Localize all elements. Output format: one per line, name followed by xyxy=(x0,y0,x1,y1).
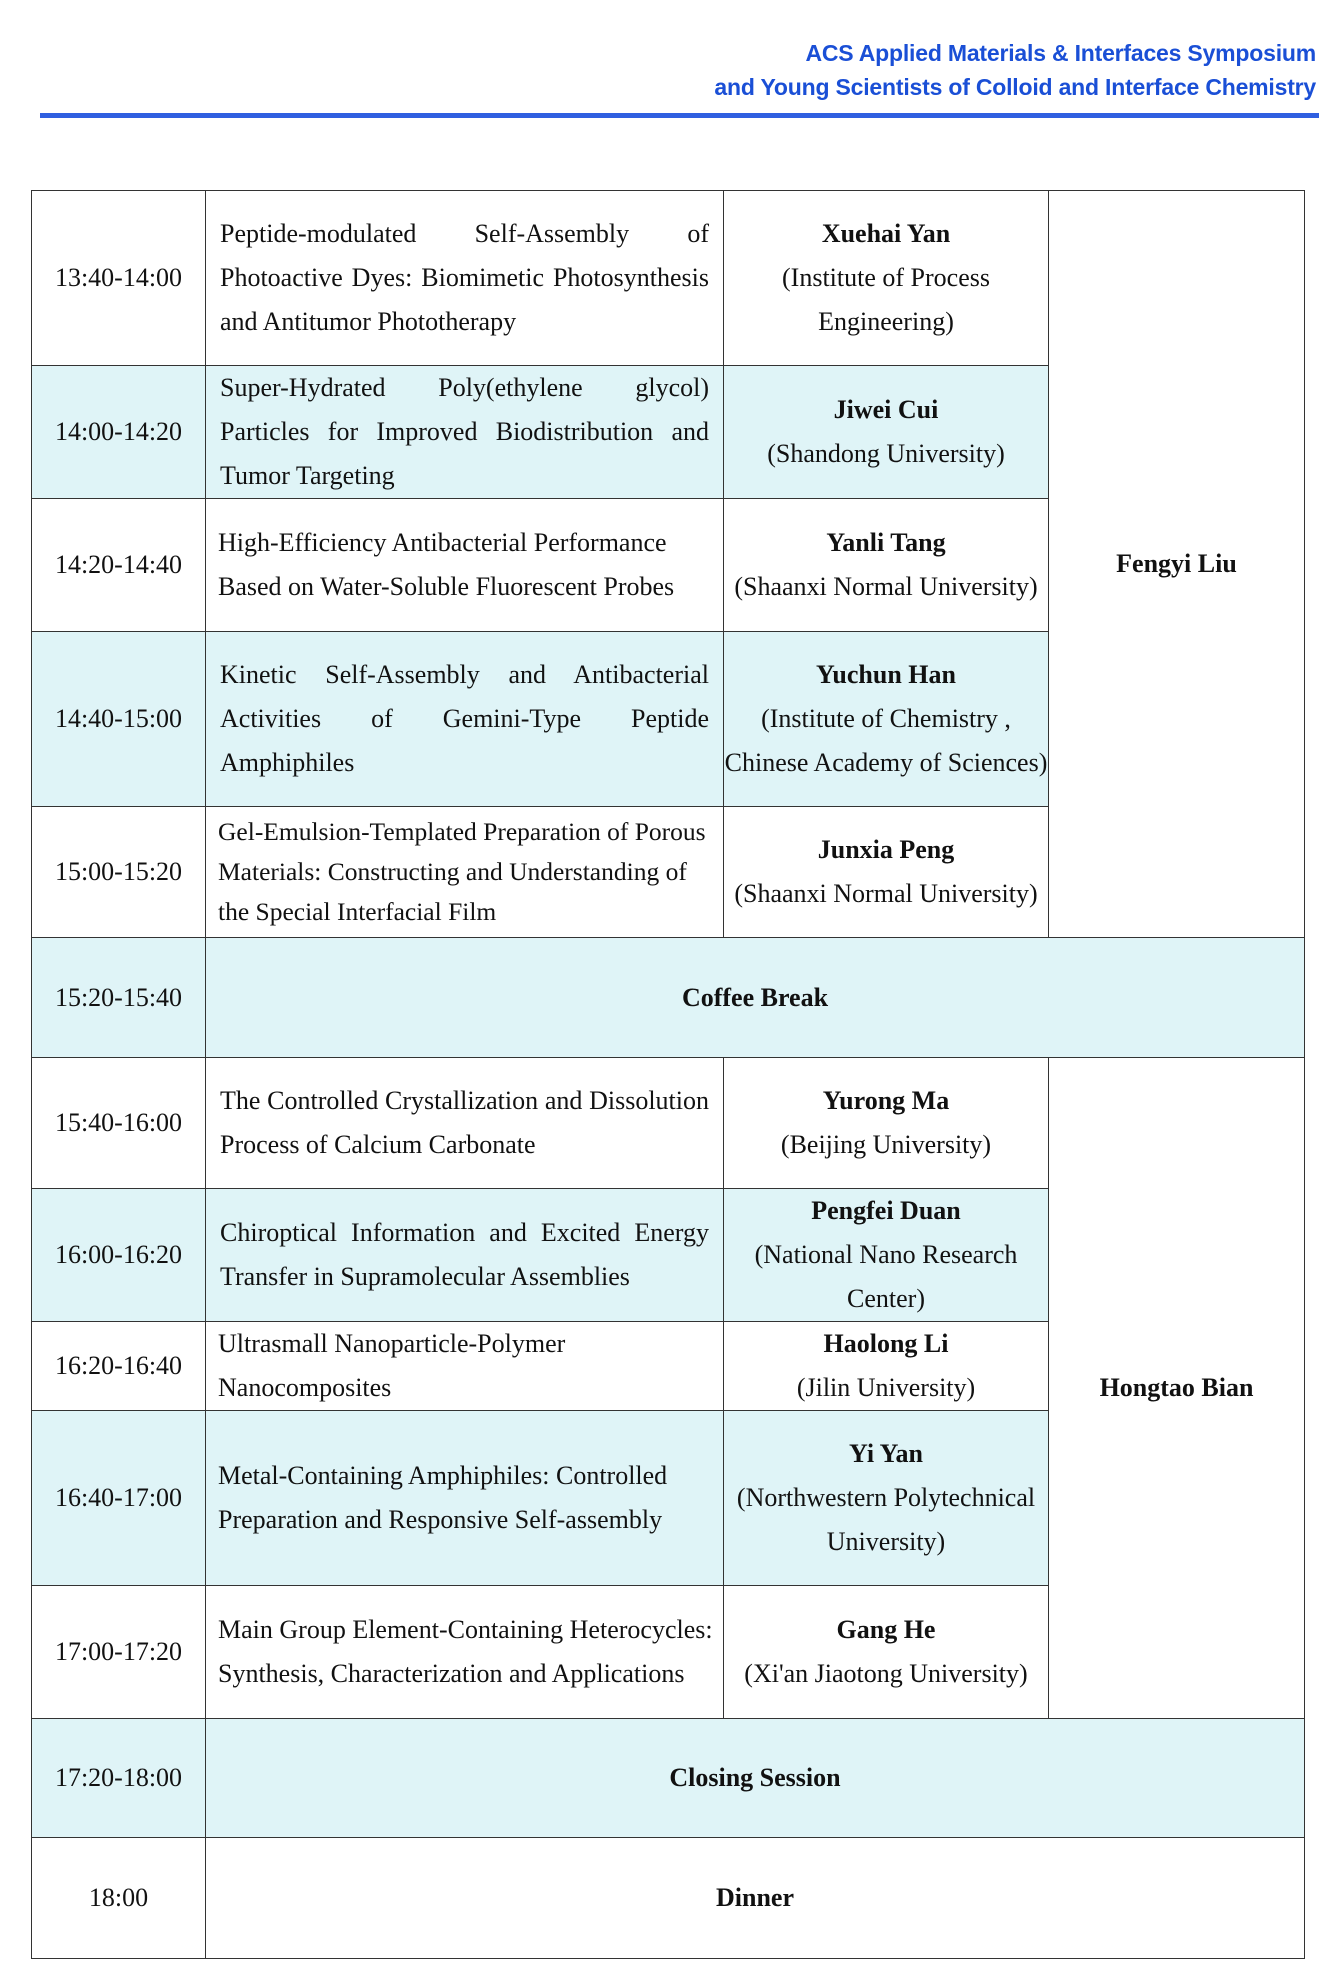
session-chair: Fengyi Liu xyxy=(1049,191,1305,938)
topic-cell: Gel-Emulsion-Templated Preparation of Porous Materials: Constructing and Understanding of the Special Interfacial Film xyxy=(206,807,724,938)
time-cell: 14:00-14:20 xyxy=(32,366,206,499)
speaker-cell xyxy=(724,1411,1049,1586)
speaker-name: Yi Yan xyxy=(849,1439,923,1468)
speaker-name: Jiwei Cui xyxy=(833,395,939,424)
speaker-name: Xuehai Yan xyxy=(821,219,951,248)
topic-cell: Metal-Containing Amphiphiles: Controlled Preparation and Responsive Self-assembly xyxy=(206,1411,724,1586)
time-cell: 15:00-15:20 xyxy=(32,807,206,938)
topic-cell: Ultrasmall Nanoparticle-Polymer Nanocomposites xyxy=(206,1322,724,1411)
topic-cell: High-Efficiency Antibacterial Performance Based on Water-Soluble Fluorescent Probes xyxy=(206,499,724,632)
speaker-name: Gang He xyxy=(836,1615,936,1644)
dinner-row xyxy=(32,1838,1305,1959)
session-chair: Hongtao Bian xyxy=(1049,1058,1305,1719)
speaker-cell xyxy=(724,1586,1049,1719)
time-cell: 18:00 xyxy=(32,1838,206,1959)
topic-cell: Kinetic Self-Assembly and Antibacterial Activities of Gemini-Type Peptide Amphiphiles xyxy=(206,632,724,807)
time-cell: 15:40-16:00 xyxy=(32,1058,206,1189)
time-cell: 13:40-14:00 xyxy=(32,191,206,366)
speaker-cell xyxy=(724,807,1049,938)
speaker-affiliation: (National Nano Research Center) xyxy=(754,1240,1018,1313)
speaker-name: Haolong Li xyxy=(823,1329,949,1358)
break-row xyxy=(32,938,1305,1058)
speaker-affiliation: (Shandong University) xyxy=(767,439,1005,468)
time-cell: 14:40-15:00 xyxy=(32,632,206,807)
topic-cell: Chiroptical Information and Excited Energy Transfer in Supramolecular Assemblies xyxy=(206,1189,724,1322)
speaker-cell xyxy=(724,191,1049,366)
schedule-row xyxy=(32,1058,1305,1189)
speaker-affiliation: (Shaanxi Normal University) xyxy=(734,572,1038,601)
speaker-name: Yuchun Han xyxy=(816,660,956,689)
speaker-affiliation: (Northwestern Polytechnical University) xyxy=(736,1483,1036,1556)
speaker-name: Junxia Peng xyxy=(817,835,955,864)
speaker-affiliation: (Institute of Chemistry , Chinese Academy of Sciences) xyxy=(724,704,1048,777)
speaker-name: Pengfei Duan xyxy=(811,1196,961,1225)
closing-label: Closing Session xyxy=(206,1719,1305,1838)
break-label: Coffee Break xyxy=(206,938,1305,1058)
time-cell: 16:20-16:40 xyxy=(32,1322,206,1411)
page-header xyxy=(40,40,1319,118)
topic-cell: The Controlled Crystallization and Dissolution Process of Calcium Carbonate xyxy=(206,1058,724,1189)
time-cell: 15:20-15:40 xyxy=(32,938,206,1058)
time-cell: 14:20-14:40 xyxy=(32,499,206,632)
speaker-cell xyxy=(724,632,1049,807)
time-cell: 16:40-17:00 xyxy=(32,1411,206,1586)
speaker-cell xyxy=(724,1189,1049,1322)
speaker-affiliation: (Xi'an Jiaotong University) xyxy=(744,1659,1028,1688)
time-cell: 17:20-18:00 xyxy=(32,1719,206,1838)
speaker-cell xyxy=(724,499,1049,632)
closing-row xyxy=(32,1719,1305,1838)
speaker-cell xyxy=(724,366,1049,499)
header-title-line-2: and Young Scientists of Colloid and Interface Chemistry xyxy=(714,74,1316,100)
speaker-cell xyxy=(724,1058,1049,1189)
schedule-table xyxy=(31,190,1305,1959)
speaker-name: Yurong Ma xyxy=(822,1086,950,1115)
speaker-affiliation: (Institute of Process Engineering) xyxy=(782,263,990,336)
header-title-line-1: ACS Applied Materials & Interfaces Symposium xyxy=(805,40,1316,66)
time-cell: 17:00-17:20 xyxy=(32,1586,206,1719)
speaker-cell xyxy=(724,1322,1049,1411)
speaker-affiliation: (Beijing University) xyxy=(780,1130,992,1159)
speaker-affiliation: (Jilin University) xyxy=(796,1373,976,1402)
topic-cell: Super-Hydrated Poly(ethylene glycol) Particles for Improved Biodistribution and Tumor Targeting xyxy=(206,366,724,499)
time-cell: 16:00-16:20 xyxy=(32,1189,206,1322)
speaker-name: Yanli Tang xyxy=(826,528,946,557)
speaker-affiliation: (Shaanxi Normal University) xyxy=(734,879,1038,908)
schedule-row xyxy=(32,191,1305,366)
topic-cell: Peptide-modulated Self-Assembly of Photoactive Dyes: Biomimetic Photosynthesis and Antitumor Phototherapy xyxy=(206,191,724,366)
header-rule xyxy=(40,113,1319,118)
dinner-label: Dinner xyxy=(206,1838,1305,1959)
topic-cell: Main Group Element-Containing Heterocycles: Synthesis, Characterization and Applications xyxy=(206,1586,724,1719)
